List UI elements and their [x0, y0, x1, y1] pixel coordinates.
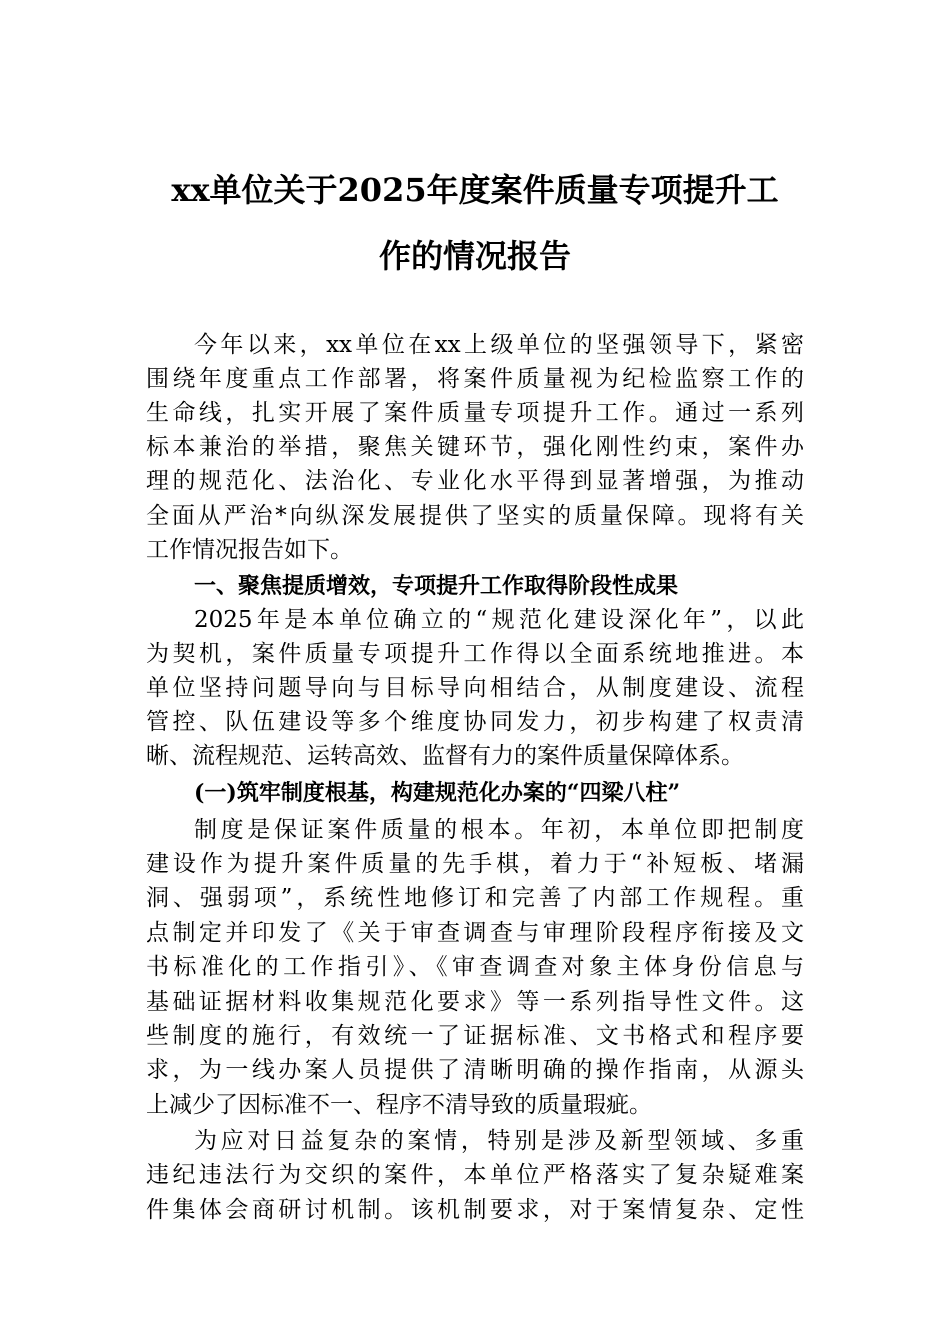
subsection1-para1-line: 洞、强弱项”，系统性地修订和完善了内部工作规程。重	[146, 885, 804, 911]
subsection1-para1-line: 上减少了因标准不一、程序不清导致的质量瑕疵。	[146, 1092, 652, 1118]
subsection1-para1-line: 求，为一线办案人员提供了清晰明确的操作指南，从源头	[146, 1057, 804, 1083]
subsection1-para2-line: 件集体会商研讨机制。该机制要求，对于案情复杂、定性	[146, 1197, 804, 1223]
intro-line: 理的规范化、法治化、专业化水平得到显著增强，为推动	[146, 468, 804, 494]
section1-line: 为契机，案件质量专项提升工作得以全面系统地推进。本	[146, 641, 804, 667]
section1-line: 2025年是本单位确立的“规范化建设深化年”，以此	[194, 607, 804, 633]
subsection1-para2-line: 违纪违法行为交织的案件，本单位严格落实了复杂疑难案	[146, 1162, 804, 1188]
subsection1-para1-line: 书标准化的工作指引》、《审查调查对象主体身份信息与	[146, 954, 804, 980]
intro-line: 工作情况报告如下。	[146, 537, 353, 563]
document-title-line-1: xx单位关于2025年度案件质量专项提升工	[171, 171, 779, 209]
subsection1-para1-line: 制度是保证案件质量的根本。年初，本单位即把制度	[194, 817, 804, 843]
intro-line: 生命线，扎实开展了案件质量专项提升工作。通过一系列	[146, 400, 804, 426]
intro-line: 今年以来，xx单位在xx上级单位的坚强领导下，紧密	[194, 332, 804, 358]
subsection1-para1-line: 点制定并印发了《关于审查调查与审理阶段程序衔接及文	[146, 920, 804, 946]
intro-line: 全面从严治*向纵深发展提供了坚实的质量保障。现将有关	[146, 503, 804, 529]
section-heading-1: 一、聚焦提质增效，专项提升工作取得阶段性成果	[194, 574, 679, 599]
subsection1-para2-line: 为应对日益复杂的案情，特别是涉及新型领域、多重	[194, 1128, 804, 1154]
subsection1-para1-line: 些制度的施行，有效统一了证据标准、文书格式和程序要	[146, 1023, 804, 1049]
document-title-line-2: 作的情况报告	[378, 237, 571, 275]
subsection-heading-1: (一)筑牢制度根基，构建规范化办案的“四梁八柱”	[194, 780, 681, 806]
subsection1-para1-line: 建设作为提升案件质量的先手棋，着力于“补短板、堵漏	[146, 851, 804, 877]
section1-line: 单位坚持问题导向与目标导向相结合，从制度建设、流程	[146, 675, 804, 701]
intro-line: 围绕年度重点工作部署，将案件质量视为纪检监察工作的	[146, 366, 804, 392]
section1-line: 晰、流程规范、运转高效、监督有力的案件质量保障体系。	[146, 743, 744, 769]
subsection1-para1-line: 基础证据材料收集规范化要求》等一系列指导性文件。这	[146, 989, 804, 1015]
section1-line: 管控、队伍建设等多个维度协同发力，初步构建了权责清	[146, 709, 804, 735]
intro-line: 标本兼治的举措，聚焦关键环节，强化刚性约束，案件办	[146, 434, 804, 460]
